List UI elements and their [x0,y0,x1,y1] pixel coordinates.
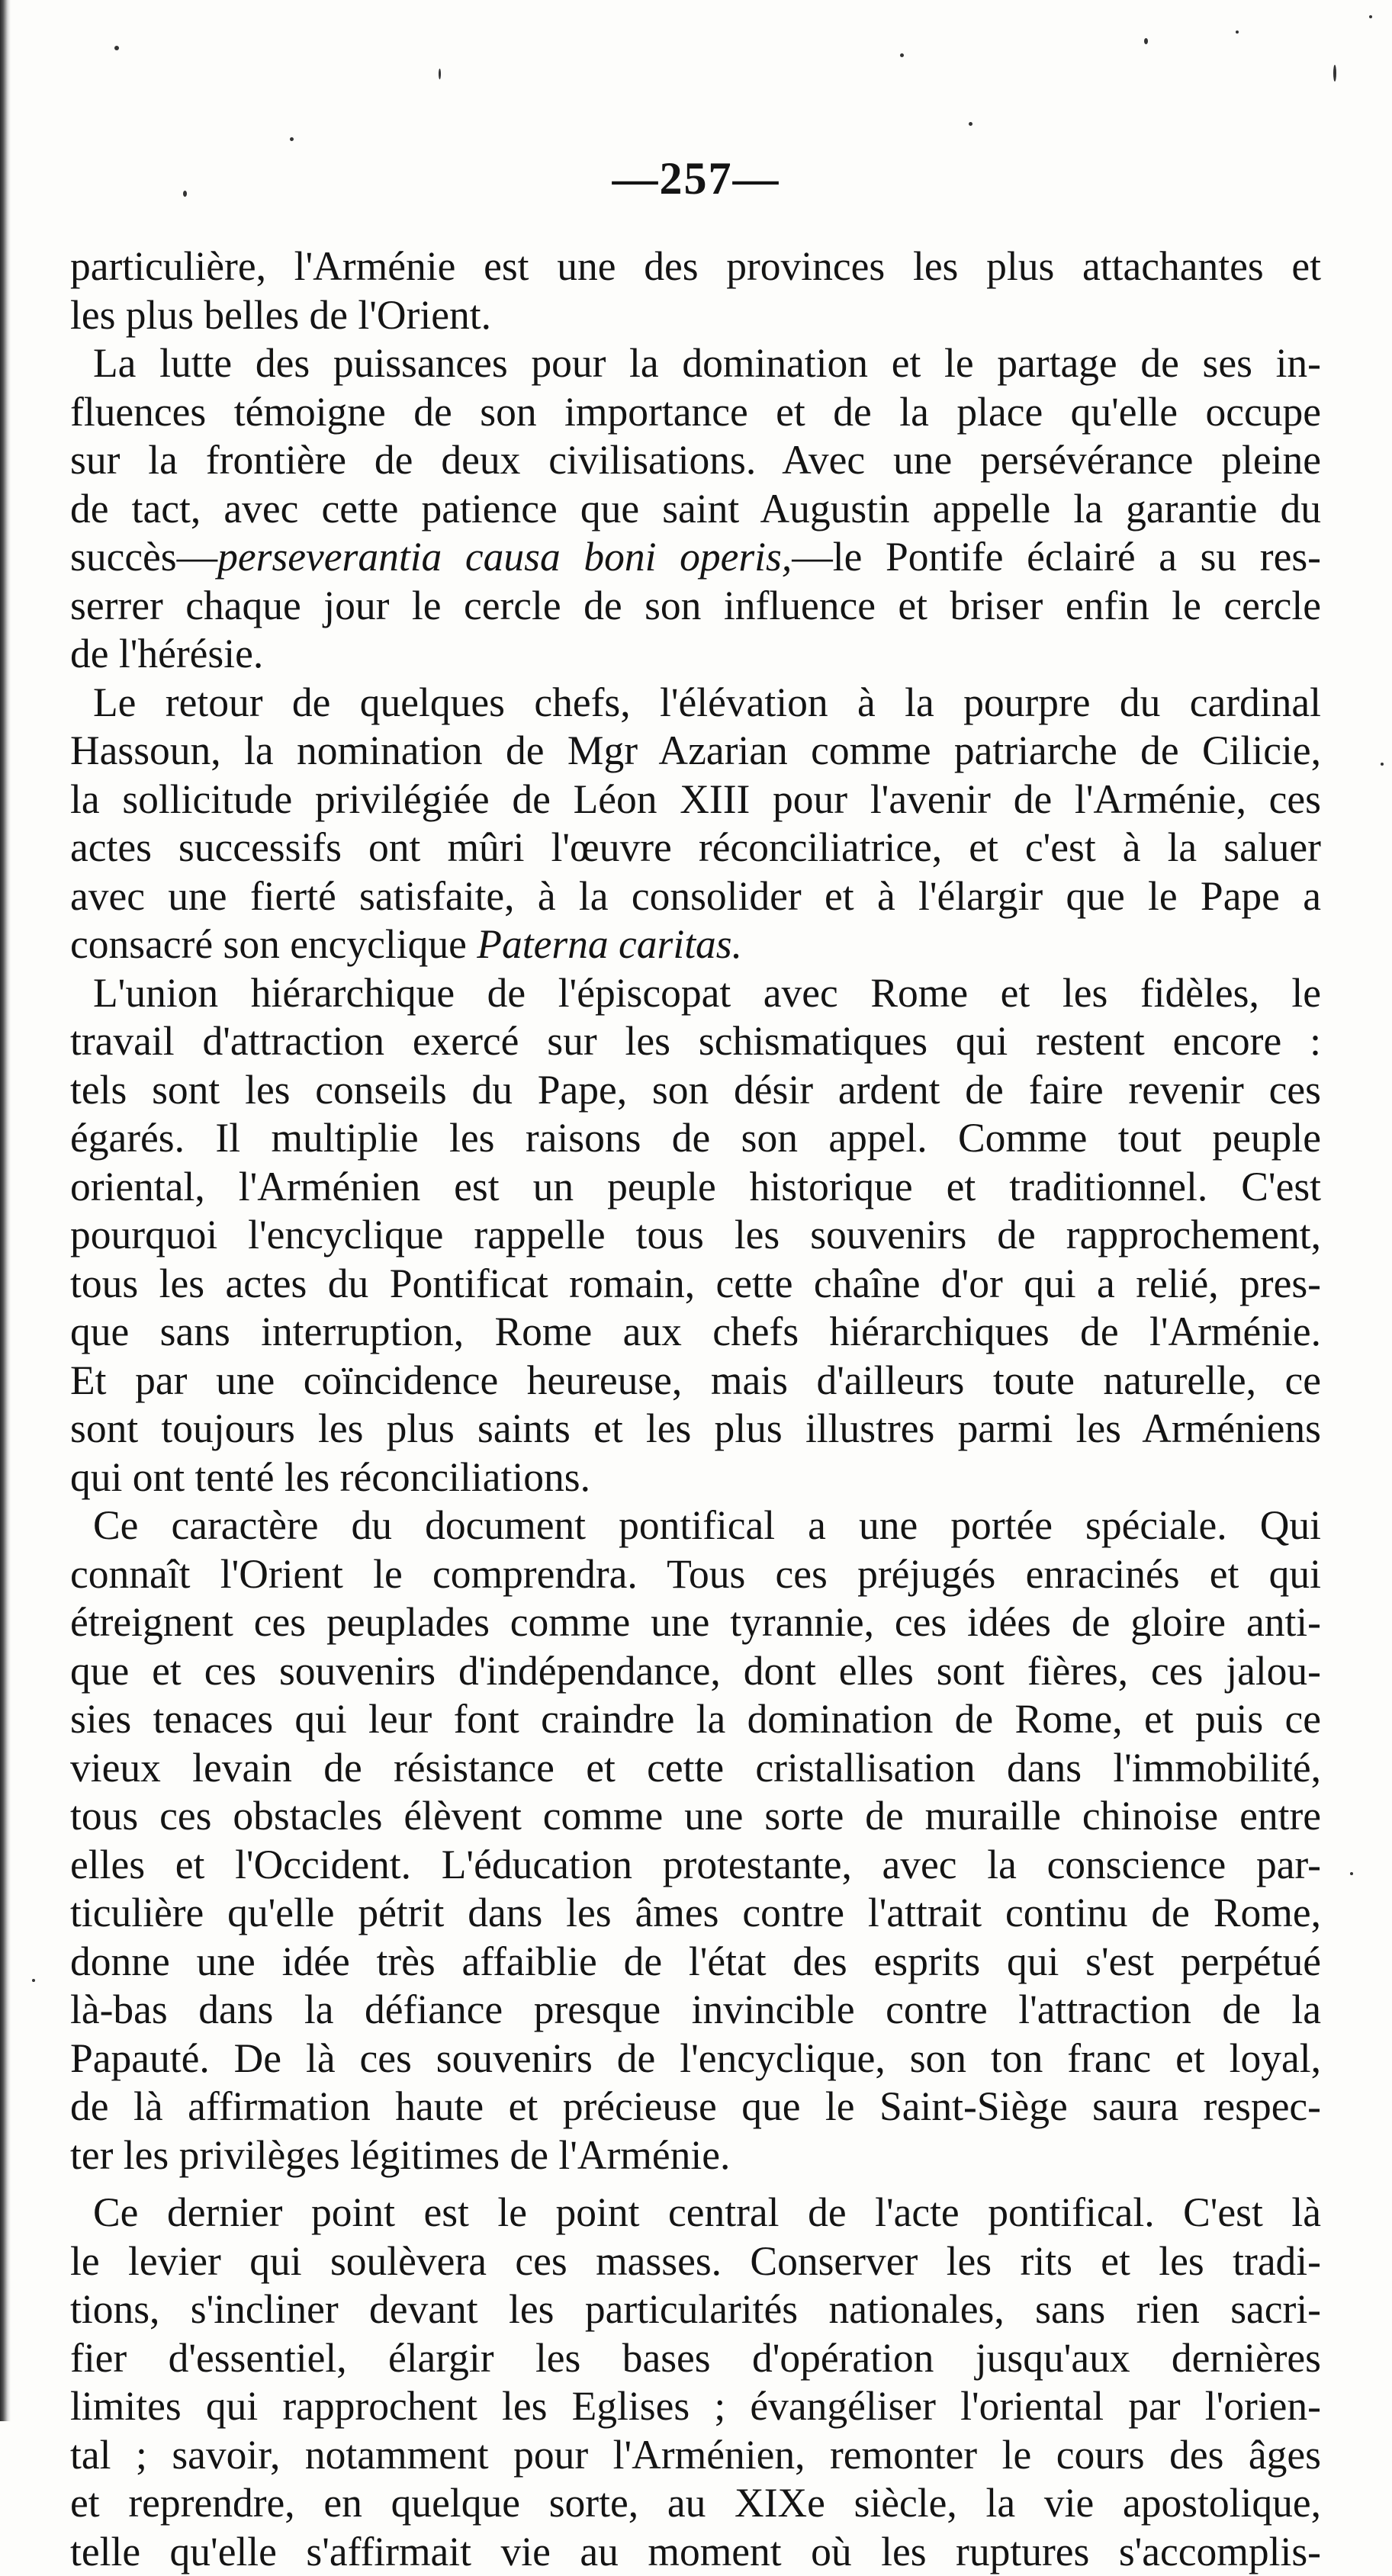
text-line: Et par une coïncidence heureuse, mais d'ailleurs toute naturelle, ce [70,1357,1321,1405]
paragraph-4 [70,1502,1321,2179]
text-line: actes successifs ont mûri l'œuvre réconciliatrice, et c'est à la saluer [70,824,1321,872]
scan-speck [183,191,187,197]
text-line: qui ont tenté les réconciliations. [70,1453,1321,1502]
text-line: la sollicitude privilégiée de Léon XIII pour l'avenir de l'Arménie, ces [70,776,1321,824]
paragraph-3 [70,969,1321,1502]
text-line: égarés. Il multiplie les raisons de son appel. Comme tout peuple [70,1114,1321,1163]
scan-speck [290,137,294,141]
text-line: particulière, l'Arménie est une des provinces les plus attachantes et [70,243,1321,291]
text-line: La lutte des puissances pour la domination et le partage de ses in- [70,339,1321,388]
text-line: de l'hérésie. [70,630,1321,679]
text-fragment: consacré son encyclique [70,921,477,967]
scan-speck [1333,65,1336,82]
text-line: donne une idée très affaiblie de l'état des esprits qui s'est perpétué [70,1938,1321,1987]
text-line: de là affirmation haute et précieuse que le Saint-Siège saura respec- [70,2083,1321,2131]
text-line: tous ces obstacles élèvent comme une sorte de muraille chinoise entre [70,1792,1321,1841]
scan-speck [969,122,972,126]
latin-quote: perseverantia causa boni operis, [217,534,792,580]
text-line: oriental, l'Arménien est un peuple historique et traditionnel. C'est [70,1163,1321,1212]
text-line-with-latin [70,533,1321,582]
text-line: sont toujours les plus saints et les plus illustres parmi les Arméniens [70,1405,1321,1453]
text-line: limites qui rapprochent les Eglises ; évangéliser l'oriental par l'orien- [70,2382,1321,2431]
text-line: Ce caractère du document pontifical a une portée spéciale. Qui [70,1502,1321,1550]
text-line: telle qu'elle s'affirmait vie au moment où les ruptures s'accomplis- [70,2528,1321,2576]
text-line-with-title [70,920,1321,969]
scan-speck [1381,763,1384,766]
scan-speck [1236,31,1239,34]
text-line: tal ; savoir, notamment pour l'Arménien, remonter le cours des âges [70,2431,1321,2480]
text-line: Ce dernier point est le point central de l'acte pontifical. C'est là [70,2189,1321,2237]
text-fragment: —le Pontife éclairé a su res- [792,534,1321,580]
text-line: vieux levain de résistance et cette cristallisation dans l'immobilité, [70,1744,1321,1793]
text-line: tions, s'incliner devant les particularités nationales, sans rien sacri- [70,2285,1321,2334]
text-line: pourquoi l'encyclique rappelle tous les souvenirs de rapprochement, [70,1211,1321,1260]
text-line: ticulière qu'elle pétrit dans les âmes contre l'attrait continu de Rome, [70,1889,1321,1938]
page-number: —257— [0,153,1392,205]
scan-speck [32,1979,35,1982]
paragraph-0 [70,243,1321,339]
text-line: fluences témoigne de son importance et de la place qu'elle occupe [70,388,1321,437]
text-line: que sans interruption, Rome aux chefs hiérarchiques de l'Arménie. [70,1308,1321,1357]
text-line: serrer chaque jour le cercle de son influence et briser enfin le cercle [70,582,1321,631]
text-line: là-bas dans la défiance presque invincible contre l'attraction de la [70,1986,1321,2035]
page-binding-shadow [0,0,11,2421]
text-line: de tact, avec cette patience que saint Augustin appelle la garantie du [70,485,1321,534]
text-line: le levier qui soulèvera ces masses. Conserver les rits et les tradi- [70,2237,1321,2286]
text-line: Papauté. De là ces souvenirs de l'encyclique, son ton franc et loyal, [70,2035,1321,2083]
encyclical-title: Paterna caritas. [477,921,742,967]
text-line: Hassoun, la nomination de Mgr Azarian comme patriarche de Cilicie, [70,727,1321,776]
text-line: tous les actes du Pontificat romain, cette chaîne d'or qui a relié, pres- [70,1260,1321,1309]
text-line: que et ces souvenirs d'indépendance, dont elles sont fières, ces jalou- [70,1647,1321,1696]
scan-speck [900,53,904,57]
scan-speck [114,46,119,50]
scan-speck [1369,15,1372,18]
scan-speck [1350,1872,1353,1875]
scan-speck [1144,38,1148,44]
text-line: travail d'attraction exercé sur les schismatiques qui restent encore : [70,1017,1321,1066]
text-line: connaît l'Orient le comprendra. Tous ces préjugés enracinés et qui [70,1550,1321,1599]
text-line: étreignent ces peuplades comme une tyrannie, ces idées de gloire anti- [70,1598,1321,1647]
text-line: ter les privilèges légitimes de l'Arménie. [70,2131,1321,2180]
text-line: fier d'essentiel, élargir les bases d'opération jusqu'aux dernières [70,2334,1321,2383]
body-text [70,243,1321,2576]
text-fragment: succès— [70,534,217,580]
text-line: Le retour de quelques chefs, l'élévation à la pourpre du cardinal [70,679,1321,728]
text-line: avec une fierté satisfaite, à la consolider et à l'élargir que le Pape a [70,872,1321,921]
text-line: les plus belles de l'Orient. [70,291,1321,340]
text-line: et reprendre, en quelque sorte, au XIXe siècle, la vie apostolique, [70,2479,1321,2528]
text-line: sur la frontière de deux civilisations. Avec une persévérance pleine [70,436,1321,485]
paragraph-5 [70,2189,1321,2576]
text-line: elles et l'Occident. L'éducation protestante, avec la conscience par- [70,1841,1321,1890]
text-line: L'union hiérarchique de l'épiscopat avec Rome et les fidèles, le [70,969,1321,1018]
scan-speck [439,69,441,79]
text-line: sies tenaces qui leur font craindre la domination de Rome, et puis ce [70,1695,1321,1744]
text-line: tels sont les conseils du Pape, son désir ardent de faire revenir ces [70,1066,1321,1115]
paragraph-1 [70,339,1321,679]
paragraph-2 [70,679,1321,969]
